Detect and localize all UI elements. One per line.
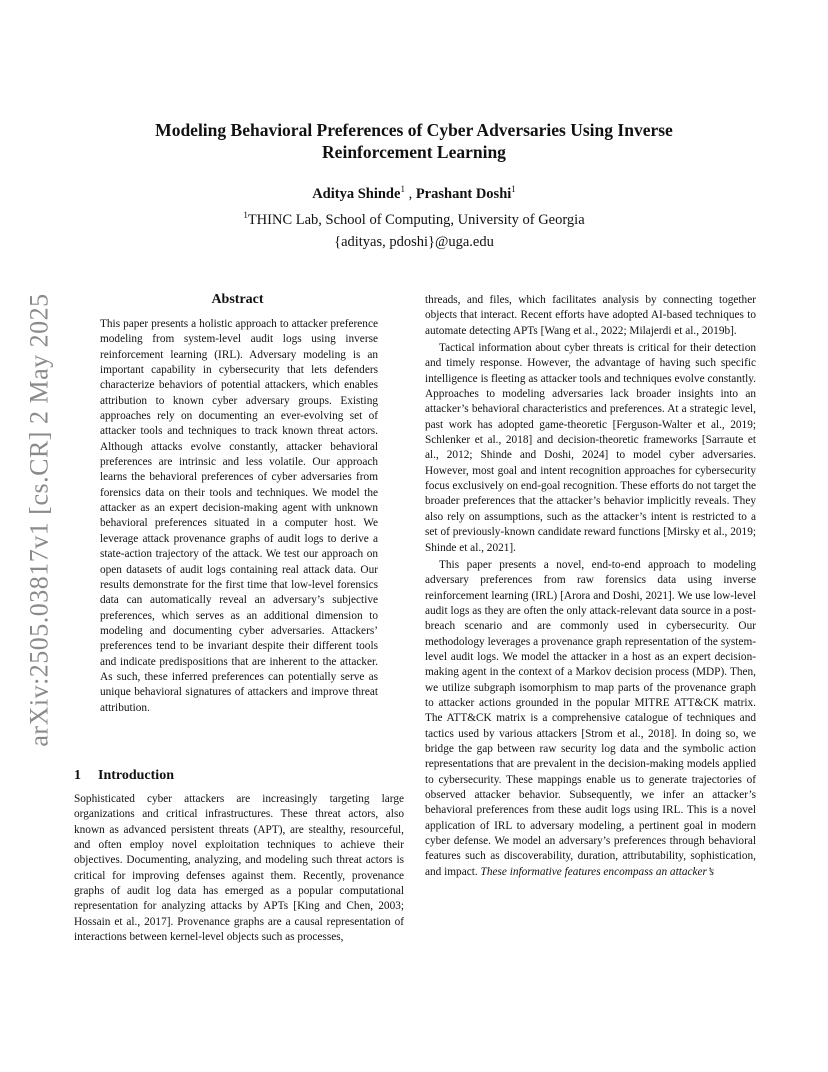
abstract-heading: Abstract xyxy=(211,292,264,307)
arxiv-identifier-text: arXiv:2505.03817v1 [cs.CR] 2 May 2025 xyxy=(25,293,54,747)
section-number: 1 xyxy=(74,768,81,783)
author-email: {adityas, pdoshi}@uga.edu xyxy=(334,234,494,250)
section-title: Introduction xyxy=(98,768,174,783)
affiliation-mark: 1 xyxy=(243,210,248,221)
introduction-left-column xyxy=(74,792,404,945)
abstract-body xyxy=(100,317,378,716)
right-column xyxy=(425,293,756,880)
author-line xyxy=(100,185,728,203)
author-2-name: Prashant Doshi xyxy=(415,186,512,202)
paper-title: Modeling Behavioral Preferences of Cyber Adversaries Using Inverse Reinforcement Learning xyxy=(155,120,673,162)
arxiv-identifier-stamp xyxy=(22,293,58,747)
author-1-name: Aditya Shinde xyxy=(312,186,401,202)
author-2-affiliation-mark: 1 xyxy=(511,184,516,195)
intro-paragraph-1-continued: threads, and files, which facilitates analysis by connecting together objects that interact. Recent efforts have adopted AI-based techniques to automate detecting APTs [Wang et al., 2022; Milajerdi et al., 2019b]. xyxy=(425,294,756,337)
author-separator: , xyxy=(404,186,416,202)
intro-paragraph-3-italic: These informative features encompass an attacker’s xyxy=(480,865,715,878)
affiliation-block xyxy=(100,209,728,253)
abstract-text: This paper presents a holistic approach to attacker preference modeling from system-level audit logs using inverse reinforcement learning (IRL). Adversary modeling is an important capability in cybersecurity that lets defenders characterize behaviors of potential attackers, which enables attribution to known cyber adversary groups. Existing approaches rely on documenting an ever-evolving set of attacker tools and techniques to track known threat actors. Although attacks evolve constantly, attacker behavioral preferences are intrinsic and less volatile. Our approach learns the behavioral preferences of cyber adversaries from forensics data on their tools and techniques. We model the attacker as an expert decision-making agent with unknown behavioral preferences situated in a computer host. We leverage attack provenance graphs of audit logs to derive a state-action trajectory of the attack. We test our approach on open datasets of audit logs containing real attack data. Our results demonstrate for the first time that low-level forensics data can automatically reveal an adversary’s subjective preferences, which serves as an additional dimension to modeling and documenting cyber adversaries. Attackers’ preferences tend to be invariant despite their different tools and indicate predispositions that are inherent to the attacker. As such, these inferred preferences can potentially serve as unique behavioral signatures of attackers and improve threat attribution. xyxy=(100,318,378,714)
intro-paragraph-3 xyxy=(425,558,756,880)
intro-paragraph-1: Sophisticated cyber attackers are increasingly targeting large organizations and critical infrastructures. These threat actors, also known as advanced persistent threats (APT), are stealthy, resourceful, and often employ novel exploitation techniques to achieve their objectives. Documenting, analyzing, and modeling such threat actors is critical for improving defenses against them. Recently, provenance graphs of audit log data has emerged as a popular computational representation for analyzing attacks by APTs [King and Chen, 2003; Hossain et al., 2017]. Provenance graphs are a causal representation of interactions between kernel-level objects such as processes, xyxy=(74,793,404,944)
affiliation-line xyxy=(100,209,728,231)
introduction-heading xyxy=(74,767,404,785)
affiliation-text: THINC Lab, School of Computing, University of Georgia xyxy=(247,212,585,228)
intro-paragraph-2: Tactical information about cyber threats is critical for their detection and timely response. However, the advantage of having such specific intelligence is fleeting as attacker tools and techniques evolve constantly. Approaches to modeling adversaries lack broader insights into an attacker’s behavioral characteristics and preferences. At a strategic level, past work has adopted game-theoretic [Ferguson-Walter et al., 2019; Schlenker et al., 2018] and decision-theoretic frameworks [Sarraute et al., 2012; Shinde and Doshi, 2024] to model cyber adversaries. However, most goal and intent recognition approaches for cybersecurity focus exclusively on end-goal recognition. These efforts do not target the broader preferences that the attacker’s behavior implicitly reveals. They also rely on assumptions, such as the attacker’s intent is restricted to a set of previously-known candidate reward functions [Mirsky et al., 2019; Shinde et al., 2021]. xyxy=(425,342,756,554)
author-1-affiliation-mark: 1 xyxy=(400,184,405,195)
intro-paragraph-3-text: This paper presents a novel, end-to-end approach to modeling adversary preferences from raw forensics data using inverse reinforcement learning (IRL) [Arora and Doshi, 2021]. We use low-level audit logs as they are often the only attack-relevant data source in a post-breach scenario and are commonly used in cybersecurity. Our methodology leverages a provenance graph representation of the system-level audit logs. We model the attacker in a host as an expert decision-making agent in the context of a Markov decision process (MDP). Then, we utilize subgraph isomorphism to map parts of the provenance graph to attacker actions grounded in the popular MITRE ATT&CK matrix. The ATT&CK matrix is a comprehensive catalogue of techniques and tactics used by various attackers [Strom et al., 2018]. In doing so, we bridge the gap between raw security log data and the symbolic action representations that are prevalent in the decision-making models applied to cybersecurity. These mappings enable us to generate trajectories of observed attacker behavior. Subsequently, we infer an attacker’s behavioral preferences from these audit logs using IRL. This is a novel application of IRL to adversary modeling, a pertinent goal in modern cyber defense. We model an adversary’s preferences through behavioral features such as discoverability, duration, attributability, sophistication, and impact. xyxy=(425,558,756,878)
